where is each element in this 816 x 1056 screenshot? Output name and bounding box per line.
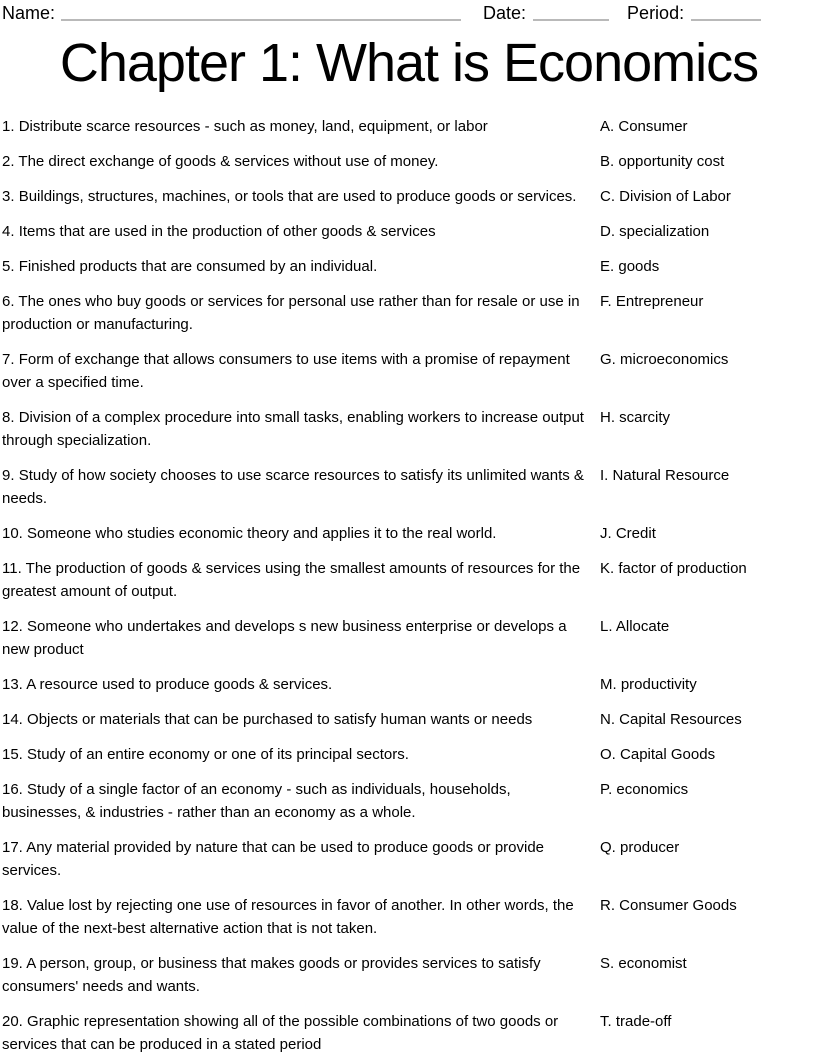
clue <box>2 894 585 940</box>
answer-term: specialization <box>619 223 710 240</box>
answer-term: Capital Goods <box>620 746 716 763</box>
clue-number: 7. <box>2 351 15 368</box>
clue-text: Any material provided by nature that can be used to produce goods or provide services. <box>2 839 545 879</box>
answer-term: Allocate <box>615 618 670 635</box>
matching-row <box>2 255 816 278</box>
answer-option <box>600 406 816 452</box>
answer-term: Capital Resources <box>619 711 742 728</box>
clue-text: Someone who studies economic theory and applies it to the real world. <box>27 525 497 542</box>
clue-text: Buildings, structures, machines, or tools that are used to produce goods or services. <box>18 188 577 205</box>
answer-option <box>600 115 816 138</box>
answer-term: producer <box>620 839 680 856</box>
clue <box>2 615 585 661</box>
clue <box>2 836 585 882</box>
matching-row <box>2 464 816 510</box>
matching-row <box>2 673 816 696</box>
answer-term: opportunity cost <box>618 153 725 170</box>
clue-text: A resource used to produce goods & services. <box>26 676 333 693</box>
clue-text: The production of goods & services using the smallest amounts of resources for the greatest amount of output. <box>2 560 581 600</box>
name-label: Name: <box>2 3 56 23</box>
clue-text: Study of a single factor of an economy - such as individuals, households, businesses, & industries - rather than an economy as a whole. <box>2 781 511 821</box>
answer-letter: T. <box>600 1013 612 1030</box>
answer-option <box>600 836 816 882</box>
answer-letter: C. <box>600 188 615 205</box>
answer-option <box>600 894 816 940</box>
clue-number: 14. <box>2 711 23 728</box>
answer-option <box>600 522 816 545</box>
name-blank-line <box>61 19 461 21</box>
clue-text: A person, group, or business that makes goods or provides services to satisfy consumers' needs and wants. <box>2 955 541 995</box>
answer-letter: H. <box>600 409 615 426</box>
matching-row <box>2 836 816 882</box>
clue-number: 15. <box>2 746 23 763</box>
answer-term: factor of production <box>618 560 747 577</box>
clue-number: 5. <box>2 258 15 275</box>
matching-row <box>2 115 816 138</box>
clue <box>2 1010 585 1056</box>
answer-letter: M. <box>600 676 617 693</box>
answer-option <box>600 464 816 510</box>
answer-option <box>600 743 816 766</box>
matching-row <box>2 406 816 452</box>
clue-text: Division of a complex procedure into small tasks, enabling workers to increase output through specialization. <box>2 409 584 449</box>
clue-text: Study of an entire economy or one of its principal sectors. <box>27 746 409 763</box>
matching-row <box>2 615 816 661</box>
answer-option <box>600 150 816 173</box>
clue-number: 20. <box>2 1013 23 1030</box>
answer-option <box>600 952 816 998</box>
matching-list <box>2 115 816 1056</box>
clue-number: 12. <box>2 618 23 635</box>
answer-term: Entrepreneur <box>615 293 704 310</box>
clue <box>2 522 585 545</box>
clue <box>2 220 585 243</box>
clue <box>2 708 585 731</box>
answer-term: economics <box>616 781 689 798</box>
answer-option <box>600 290 816 336</box>
matching-row <box>2 1010 816 1056</box>
matching-row <box>2 778 816 824</box>
clue-number: 9. <box>2 467 15 484</box>
answer-letter: G. <box>600 351 616 368</box>
answer-letter: B. <box>600 153 615 170</box>
answer-term: Consumer Goods <box>619 897 737 914</box>
clue-text: The ones who buy goods or services for personal use rather than for resale or use in production or manufacturing. <box>2 293 580 333</box>
answer-letter: S. <box>600 955 615 972</box>
clue-text: Items that are used in the production of other goods & services <box>18 223 436 240</box>
answer-term: microeconomics <box>620 351 729 368</box>
answer-option <box>600 557 816 603</box>
clue-text: Objects or materials that can be purchased to satisfy human wants or needs <box>27 711 533 728</box>
clue-text: Value lost by rejecting one use of resources in favor of another. In other words, the value of the next-best alternative action that is not taken. <box>2 897 574 937</box>
clue <box>2 255 585 278</box>
matching-row <box>2 150 816 173</box>
answer-letter: F. <box>600 293 612 310</box>
answer-letter: P. <box>600 781 613 798</box>
answer-letter: E. <box>600 258 615 275</box>
answer-term: scarcity <box>619 409 671 426</box>
answer-term: economist <box>618 955 687 972</box>
clue-number: 17. <box>2 839 23 856</box>
answer-letter: A. <box>600 118 615 135</box>
period-label: Period: <box>627 3 685 23</box>
clue <box>2 406 585 452</box>
answer-letter: Q. <box>600 839 616 856</box>
clue-number: 11. <box>2 560 22 577</box>
matching-row <box>2 348 816 394</box>
clue <box>2 464 585 510</box>
answer-option <box>600 185 816 208</box>
answer-letter: N. <box>600 711 615 728</box>
clue-text: Distribute scarce resources - such as money, land, equipment, or labor <box>18 118 488 135</box>
matching-row <box>2 185 816 208</box>
clue-number: 2. <box>2 153 15 170</box>
answer-term: goods <box>618 258 660 275</box>
clue-number: 6. <box>2 293 15 310</box>
matching-row <box>2 952 816 998</box>
answer-option <box>600 255 816 278</box>
answer-term: productivity <box>620 676 697 693</box>
clue-number: 1. <box>2 118 15 135</box>
matching-row <box>2 557 816 603</box>
answer-letter: I. <box>600 467 609 484</box>
clue <box>2 952 585 998</box>
clue-text: Study of how society chooses to use scarce resources to satisfy its unlimited wants & needs. <box>2 467 584 507</box>
answer-term: trade-off <box>615 1013 672 1030</box>
clue <box>2 743 585 766</box>
clue-number: 19. <box>2 955 23 972</box>
matching-row <box>2 708 816 731</box>
worksheet-header <box>2 3 816 24</box>
clue <box>2 185 585 208</box>
clue <box>2 778 585 824</box>
clue-number: 16. <box>2 781 23 798</box>
matching-row <box>2 743 816 766</box>
clue-number: 3. <box>2 188 15 205</box>
matching-row <box>2 220 816 243</box>
clue-text: Graphic representation showing all of the possible combinations of two goods or services that can be produced in a stated period <box>2 1013 559 1053</box>
answer-letter: R. <box>600 897 615 914</box>
answer-letter: J. <box>600 525 612 542</box>
answer-option <box>600 778 816 824</box>
clue-text: The direct exchange of goods & services without use of money. <box>18 153 439 170</box>
matching-row <box>2 894 816 940</box>
answer-option <box>600 673 816 696</box>
answer-term: Division of Labor <box>619 188 731 205</box>
answer-term: Consumer <box>618 118 688 135</box>
clue <box>2 673 585 696</box>
clue-text: Form of exchange that allows consumers to use items with a promise of repayment over a specified time. <box>2 351 570 391</box>
page-title: Chapter 1: What is Economics <box>59 33 759 93</box>
clue-number: 13. <box>2 676 23 693</box>
matching-row <box>2 290 816 336</box>
clue-number: 4. <box>2 223 15 240</box>
answer-option <box>600 220 816 243</box>
date-label: Date: <box>483 3 527 23</box>
clue <box>2 115 585 138</box>
clue <box>2 348 585 394</box>
clue-text: Someone who undertakes and develops s new business enterprise or develops a new product <box>2 618 567 658</box>
answer-letter: D. <box>600 223 615 240</box>
answer-option <box>600 348 816 394</box>
answer-term: Natural Resource <box>612 467 730 484</box>
clue-text: Finished products that are consumed by an individual. <box>18 258 378 275</box>
clue-number: 18. <box>2 897 23 914</box>
clue <box>2 150 585 173</box>
clue-number: 10. <box>2 525 23 542</box>
matching-row <box>2 522 816 545</box>
answer-letter: K. <box>600 560 615 577</box>
answer-option <box>600 615 816 661</box>
period-blank-line <box>691 19 761 21</box>
clue <box>2 557 585 603</box>
answer-option <box>600 708 816 731</box>
answer-term: Credit <box>615 525 656 542</box>
answer-option <box>600 1010 816 1056</box>
answer-letter: O. <box>600 746 616 763</box>
clue <box>2 290 585 336</box>
answer-letter: L. <box>600 618 613 635</box>
clue-number: 8. <box>2 409 15 426</box>
date-blank-line <box>533 19 609 21</box>
